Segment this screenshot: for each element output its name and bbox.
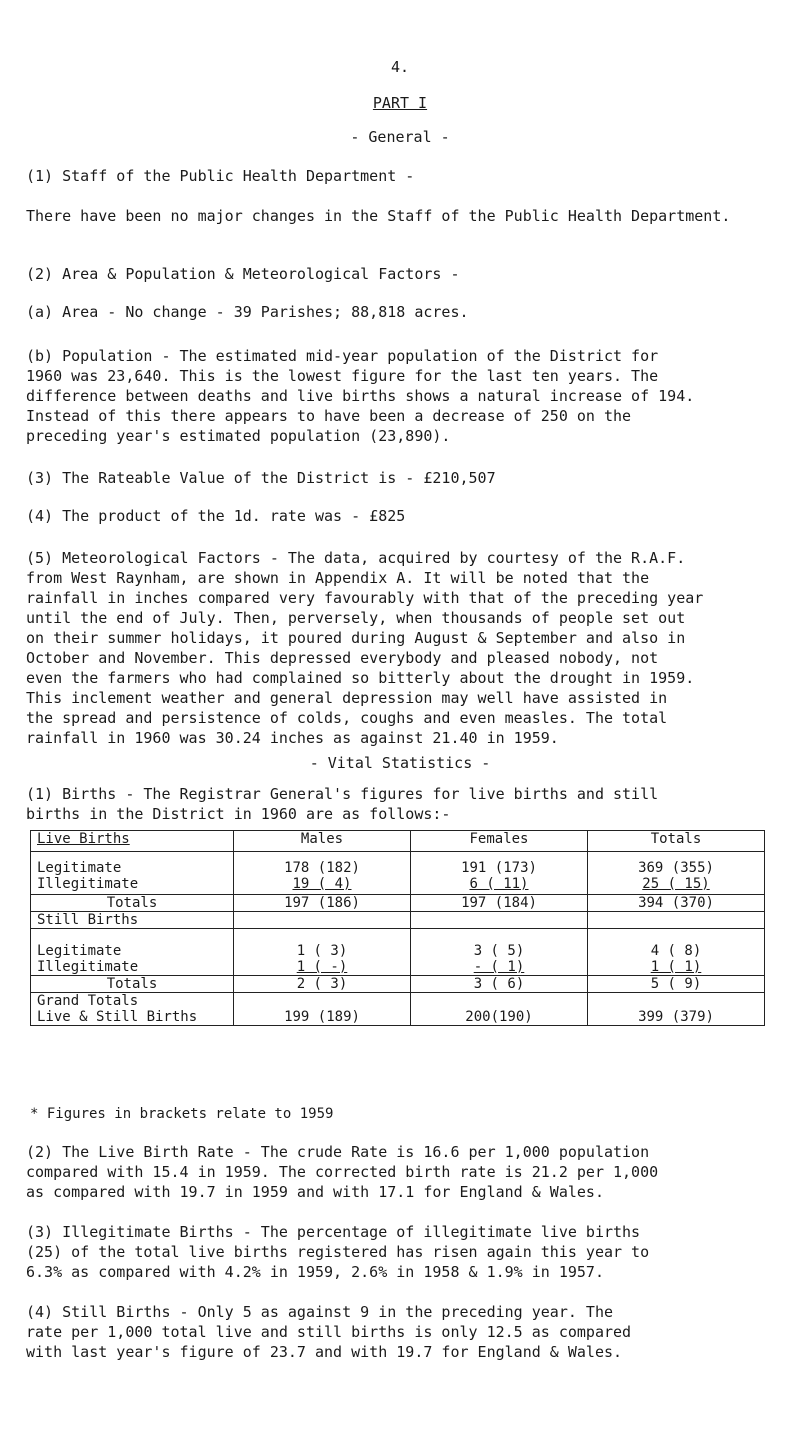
table-footnote: * Figures in brackets relate to 1959 <box>30 1106 334 1122</box>
live-birth-rate-line: as compared with 19.7 in 1959 and with 17.1 for England & Wales. <box>26 1183 604 1201</box>
rate-product: (4) The product of the 1d. rate was - £825 <box>26 507 406 525</box>
illegitimate-line: (3) Illegitimate Births - The percentage of illegitimate live births <box>26 1223 641 1241</box>
meteorological-line: even the farmers who had complained so bitterly about the drought in 1959. <box>26 669 695 687</box>
area-heading: (2) Area & Population & Meteorological Factors - <box>26 265 460 283</box>
table-row <box>31 912 765 929</box>
header-males: Males <box>234 831 411 852</box>
population-paragraph <box>26 346 786 446</box>
meteorological-line: (5) Meteorological Factors - The data, acquired by courtesy of the R.A.F. <box>26 549 686 567</box>
value: 1 ( -) <box>296 959 348 975</box>
table-row <box>31 976 765 993</box>
meteorological-line: on their summer holidays, it poured during August & September and also in <box>26 629 686 647</box>
births-table <box>30 830 765 1026</box>
rateable-value: (3) The Rateable Value of the District is - £210,507 <box>26 469 496 487</box>
value: 3 ( 6) <box>411 976 588 993</box>
live-birth-rate-line: compared with 15.4 in 1959. The corrected birth rate is 21.2 per 1,000 <box>26 1163 659 1181</box>
still-births-line: rate per 1,000 total live and still births is only 12.5 as compared <box>26 1323 632 1341</box>
table-row <box>31 852 765 895</box>
table-row <box>31 929 765 976</box>
legitimate-label: Legitimate <box>37 860 122 876</box>
illegitimate-line: (25) of the total live births registered has risen again this year to <box>26 1243 650 1261</box>
value: 178 (182) <box>284 860 360 876</box>
value: 1 ( 3) <box>296 943 348 959</box>
header-live-births: Live Births <box>31 831 234 852</box>
header-females: Females <box>411 831 588 852</box>
meteorological-paragraph <box>26 548 786 748</box>
births-intro <box>26 784 786 824</box>
page-number: 4. <box>390 58 410 76</box>
value: 4 ( 8) <box>650 943 702 959</box>
value: 191 (173) <box>461 860 537 876</box>
staff-heading: (1) Staff of the Public Health Department - <box>26 167 415 185</box>
live-birth-rate-paragraph <box>26 1142 786 1202</box>
population-line: difference between deaths and live births shows a natural increase of 194. <box>26 387 695 405</box>
value: 199 (189) <box>234 993 411 1026</box>
value: 2 ( 3) <box>234 976 411 993</box>
empty-cell <box>411 912 588 929</box>
value: 1 ( 1) <box>650 959 702 975</box>
header-totals: Totals <box>588 831 765 852</box>
value: 369 (355) <box>638 860 714 876</box>
legitimate-label: Legitimate <box>37 943 122 959</box>
live-totals-cell <box>588 852 765 895</box>
value: 197 (186) <box>234 895 411 912</box>
live-totals-label: Totals <box>31 895 234 912</box>
population-line: Instead of this there appears to have been a decrease of 250 on the <box>26 407 632 425</box>
still-category-cell <box>31 929 234 976</box>
population-line: (b) Population - The estimated mid-year population of the District for <box>26 347 659 365</box>
meteorological-line: from West Raynham, are shown in Appendix A. It will be noted that the <box>26 569 650 587</box>
still-totals-label: Totals <box>31 976 234 993</box>
part-heading: PART I <box>372 94 428 112</box>
meteorological-line: until the end of July. Then, perversely, when thousands of people set out <box>26 609 686 627</box>
still-births-line: (4) Still Births - Only 5 as against 9 in the preceding year. The <box>26 1303 613 1321</box>
value: 3 ( 5) <box>473 943 525 959</box>
value: 399 (379) <box>588 993 765 1026</box>
still-births-paragraph <box>26 1302 786 1362</box>
section-general-heading: - General - <box>350 128 450 146</box>
value: 5 ( 9) <box>588 976 765 993</box>
births-intro-line: births in the District in 1960 are as follows:- <box>26 805 451 823</box>
grand-totals-line1: Grand Totals <box>37 993 139 1009</box>
section-vital-heading: - Vital Statistics - <box>309 754 491 772</box>
illegitimate-line: 6.3% as compared with 4.2% in 1959, 2.6% in 1958 & 1.9% in 1957. <box>26 1263 604 1281</box>
live-males-cell <box>234 852 411 895</box>
meteorological-line: rainfall in 1960 was 30.24 inches as against 21.40 in 1959. <box>26 729 559 747</box>
live-birth-rate-line: (2) The Live Birth Rate - The crude Rate is 16.6 per 1,000 population <box>26 1143 650 1161</box>
meteorological-line: the spread and persistence of colds, coughs and even measles. The total <box>26 709 668 727</box>
still-births-label: Still Births <box>31 912 234 929</box>
value: - ( 1) <box>473 959 525 975</box>
illegitimate-label: Illegitimate <box>37 876 139 892</box>
illegitimate-paragraph <box>26 1222 786 1282</box>
empty-cell <box>588 912 765 929</box>
value: 19 ( 4) <box>292 876 352 892</box>
empty-cell <box>234 912 411 929</box>
population-line: preceding year's estimated population (23,890). <box>26 427 451 445</box>
live-category-cell <box>31 852 234 895</box>
table-row <box>31 895 765 912</box>
still-females-cell <box>411 929 588 976</box>
still-births-line: with last year's figure of 23.7 and with 19.7 for England & Wales. <box>26 1343 623 1361</box>
still-totals-cell <box>588 929 765 976</box>
value: 394 (370) <box>588 895 765 912</box>
births-intro-line: (1) Births - The Registrar General's figures for live births and still <box>26 785 659 803</box>
staff-text: There have been no major changes in the Staff of the Public Health Department. <box>26 207 731 225</box>
meteorological-line: rainfall in inches compared very favourably with that of the preceding year <box>26 589 704 607</box>
population-line: 1960 was 23,640. This is the lowest figure for the last ten years. The <box>26 367 659 385</box>
grand-totals-line2: Live & Still Births <box>37 1009 198 1025</box>
area-a: (a) Area - No change - 39 Parishes; 88,818 acres. <box>26 303 469 321</box>
table-header-row <box>31 831 765 852</box>
grand-totals-label <box>31 993 234 1026</box>
table-row <box>31 993 765 1026</box>
value: 200(190) <box>411 993 588 1026</box>
still-males-cell <box>234 929 411 976</box>
value: 197 (184) <box>411 895 588 912</box>
value: 25 ( 15) <box>642 876 710 892</box>
value: 6 ( 11) <box>469 876 529 892</box>
meteorological-line: October and November. This depressed everybody and pleased nobody, not <box>26 649 659 667</box>
meteorological-line: This inclement weather and general depression may well have assisted in <box>26 689 668 707</box>
live-females-cell <box>411 852 588 895</box>
illegitimate-label: Illegitimate <box>37 959 139 975</box>
